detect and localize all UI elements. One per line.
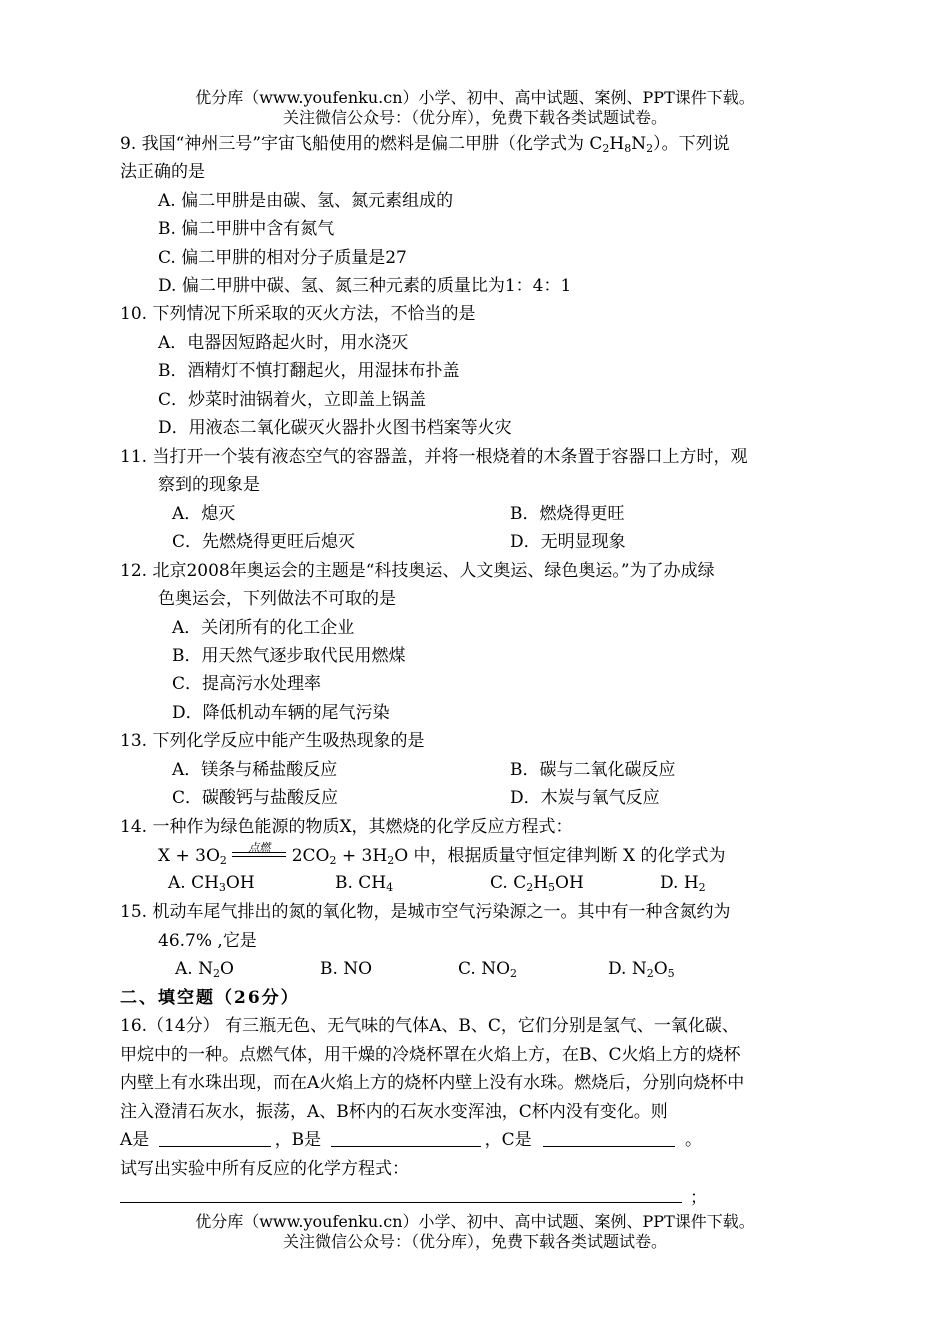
footer-line-1: 优分库（www.youfenku.cn）小学、初中、高中试题、案例、PPT课件下载。 xyxy=(195,1212,755,1231)
equation-answer-line[interactable] xyxy=(120,1186,682,1203)
q14-option-c: C. $C_2H_5OH$ xyxy=(490,873,584,894)
q15-option-c: C. $NO_2$ xyxy=(458,959,518,980)
q14-option-d: D. $H_2$ xyxy=(660,873,706,894)
q12-stem-line-1: 12. 北京2008年奥运会的主题是“科技奥运、人文奥运、绿色奥运。”为了办成绿 xyxy=(120,561,715,581)
q16-line-6: 试写出实验中所有反应的化学方程式： xyxy=(120,1159,409,1179)
q10-option-a: A．电器因短路起火时，用水浇灭 xyxy=(158,333,409,353)
reaction-arrow: 点燃 xyxy=(232,845,286,865)
q9-option-b: B. 偏二甲肼中含有氮气 xyxy=(158,219,335,239)
q10-option-b: B．酒精灯不慎打翻起火，用湿抹布扑盖 xyxy=(158,361,460,381)
header-line-1: 优分库（www.youfenku.cn）小学、初中、高中试题、案例、PPT课件下载。 xyxy=(195,88,755,107)
q11-option-c: C．先燃烧得更旺后熄灭 xyxy=(172,532,356,552)
q11-option-b: B．燃烧得更旺 xyxy=(510,504,625,524)
q9-option-a: A. 偏二甲肼是由碳、氢、氮元素组成的 xyxy=(158,191,454,211)
q13-option-d: D．木炭与氧气反应 xyxy=(510,788,660,808)
q14-stem: 14. 一种作为绿色能源的物质X，其燃烧的化学反应方程式： xyxy=(120,817,573,837)
q13-option-c: C．碳酸钙与盐酸反应 xyxy=(172,788,339,808)
q10-stem: 10. 下列情况下所采取的灭火方法，不恰当的是 xyxy=(120,304,476,324)
q11-stem-line-2: 察到的现象是 xyxy=(158,475,260,495)
q16-line-4: 注入澄清石灰水，振荡，A、B杯内的石灰水变浑浊，C杯内没有变化。则 xyxy=(120,1102,668,1122)
q14-option-b: B. $CH_4$ xyxy=(335,873,394,894)
q10-option-d: D．用液态二氧化碳灭火器扑火图书档案等火灾 xyxy=(158,418,512,438)
q12-option-c: C．提高污水处理率 xyxy=(172,674,322,694)
q15-stem-line-1: 15. 机动车尾气排出的氮的氧化物，是城市空气污染源之一。其中有一种含氮约为 xyxy=(120,902,731,922)
q13-option-a: A．镁条与稀盐酸反应 xyxy=(172,760,338,780)
q13-stem: 13. 下列化学反应中能产生吸热现象的是 xyxy=(120,731,425,751)
q15-option-a: A. $N_2O$ xyxy=(175,959,234,980)
q14-equation: $X + 3O_2$ 点燃 $2CO_2 + 3H_2O$ 中，根据质量守恒定律判断 X 的化学式为 xyxy=(158,841,726,867)
q12-option-b: B．用天然气逐步取代民用燃煤 xyxy=(172,646,406,666)
q16-line-2: 甲烷中的一种。点燃气体，用干燥的冷烧杯罩在火焰上方，在B、C火焰上方的烧杯 xyxy=(120,1045,741,1065)
q16-line-7-end: ； xyxy=(690,1188,707,1208)
q13-option-b: B．碳与二氧化碳反应 xyxy=(510,760,676,780)
q16-fill-line: A是 ，B是 ，C是 。 xyxy=(120,1130,703,1150)
q11-stem-line-1: 11. 当打开一个装有液态空气的容器盖，并将一根烧着的木条置于容器口上方时，观 xyxy=(120,447,748,467)
answer-blank-b[interactable] xyxy=(331,1130,481,1147)
q15-option-d: D. $N_2O_5$ xyxy=(608,959,675,980)
q16-line-3: 内壁上有水珠出现，而在A火焰上方的烧杯内壁上没有水珠。燃烧后，分别向烧杯中 xyxy=(120,1073,745,1093)
q11-option-d: D．无明显现象 xyxy=(510,532,626,552)
q12-stem-line-2: 色奥运会，下列做法不可取的是 xyxy=(158,589,396,609)
answer-blank-a[interactable] xyxy=(159,1130,271,1147)
q9-stem-line-1: 9. 我国“神州三号”宇宙飞船使用的燃料是偏二甲肼（化学式为 $C_2H_8N_2$）。下列说 xyxy=(120,134,730,155)
section-2-title: 二、填空题（26分） xyxy=(120,988,300,1008)
q12-option-a: A．关闭所有的化工企业 xyxy=(172,618,355,638)
q15-stem-line-2: 46.7% ,它是 xyxy=(158,931,257,951)
q9-option-d: D. 偏二甲肼中碳、氢、氮三种元素的质量比为1：4：1 xyxy=(158,276,572,296)
footer-line-2: 关注微信公众号：（优分库），免费下载各类试题试卷。 xyxy=(282,1232,667,1251)
header-line-2: 关注微信公众号：（优分库），免费下载各类试题试卷。 xyxy=(282,108,667,127)
q9-option-c: C. 偏二甲肼的相对分子质量是27 xyxy=(158,248,407,268)
q9-stem-line-2: 法正确的是 xyxy=(120,162,205,182)
q12-option-d: D．降低机动车辆的尾气污染 xyxy=(172,703,390,723)
answer-blank-c[interactable] xyxy=(543,1130,675,1147)
q15-option-b: B. NO xyxy=(320,959,373,979)
q14-option-a: A. $CH_3OH$ xyxy=(168,873,255,894)
q11-option-a: A．熄灭 xyxy=(172,504,236,524)
q16-line-1: 16.（14分） 有三瓶无色、无气味的气体A、B、C，它们分别是氢气、一氧化碳、 xyxy=(120,1016,739,1036)
q10-option-c: C．炒菜时油锅着火，立即盖上锅盖 xyxy=(158,390,427,410)
